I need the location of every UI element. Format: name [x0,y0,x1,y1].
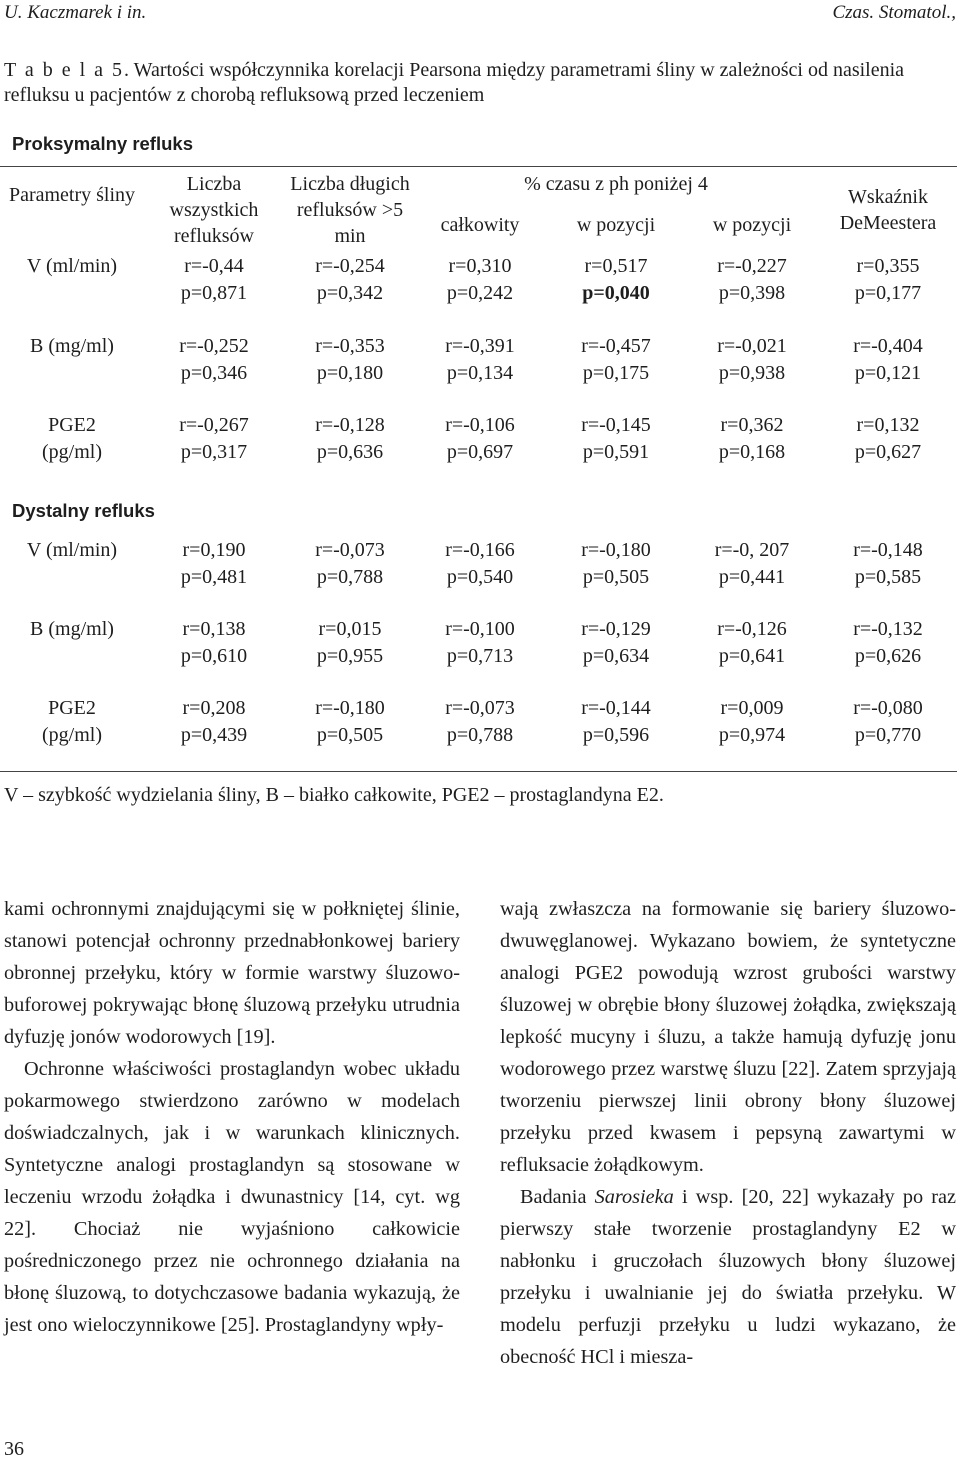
value-cell: r=-0,073 p=0,788 [315,539,385,588]
value-cell: r=-0,073 p=0,788 [445,697,515,746]
table-row [0,616,957,672]
param-label: V (ml/min) [26,539,118,561]
value-cell: r=-0,457 p=0,175 [581,335,651,384]
section-title-distal: Dystalny refluks [12,500,155,521]
header-demeester: Wskaźnik DeMeestera [839,186,937,234]
body-paragraph: Ochronne właściwości prostaglandyn wobec układu pokarmowego stwierdzono zarówno w modelach doświadczalnych, jak i w warunkach klinicznych. Syntetyczne analogi prostaglandyn są stosowane w leczeniu wrzodu żołądka i dwunastnicy [14, cyt. wg 22]. Chociaż nie wyjaśniono całkowicie pośredniczonego przez nie ochronnego działania na błonę śluzową, to dotychczasowe badania wykazują, że jest ono wieloczynnikowe [25]. Prostaglandyny wpły- [4,1058,460,1336]
value-cell: r=-0,021 p=0,938 [717,335,787,384]
value-cell: r=-0,100 p=0,713 [445,618,515,667]
section-title-proximal: Proksymalny refluks [12,133,193,154]
table-row [0,695,957,751]
value-cell: r=-0,106 p=0,697 [445,414,515,463]
page-number: 36 [4,1438,24,1460]
value-cell: r=0,138 p=0,610 [180,618,248,667]
value-cell: r=-0,128 p=0,636 [315,414,385,463]
param-label: V (ml/min) [26,255,118,277]
value-cell: r=-0,44 p=0,871 [180,255,248,304]
value-cell: r=-0,132 p=0,626 [853,618,923,667]
value-cell: r=-0,254 p=0,342 [315,255,385,304]
value-cell: r=-0,267 p=0,317 [179,414,249,463]
value-cell: r=-0, 207 p=0,441 [714,539,790,588]
running-head-authors: U. Kaczmarek i in. [4,2,147,23]
body-paragraph: kami ochronnymi znajdującymi się w połkniętej ślinie, stanowi potencjał ochronny przednabłonkowej bariery obronnej przełyku, który w formie warstwy śluzowo-buforowej pokrywając błonę śluzową przełyku utrudnia dyfuzję jonów wodorowych [19]. [4,898,460,1048]
table-footnote: V – szybkość wydzielania śliny, B – białko całkowite, PGE2 – prostaglandyna E2. [4,784,664,806]
value-cell: r=0,009 p=0,974 [718,697,786,746]
body-column-left [4,893,460,1341]
header-position-1: w pozycji [576,214,656,236]
value-cell: r=-0,391 p=0,134 [445,335,515,384]
value-cell: r=0,310 p=0,242 [446,255,514,304]
table-caption [4,58,956,108]
running-head [4,0,956,28]
value-cell: r=0,517 p=0,040 [548,253,684,307]
table-row [0,412,957,468]
table-label: T a b e l a 5 [4,59,125,81]
significant-p-value: p=0,040 [582,282,650,304]
value-cell: r=0,355 p=0,177 [854,255,922,304]
value-cell: r=0,208 p=0,439 [180,697,248,746]
value-cell: r=-0,148 p=0,585 [853,539,923,588]
table-top-rule [0,166,957,167]
running-head-journal: Czas. Stomatol., [832,2,956,23]
value-cell: r=-0,180 p=0,505 [315,697,385,746]
header-long-refluxes: Liczba długich refluksów >5 min [290,173,410,247]
value-cell: r=0,190 p=0,481 [180,539,248,588]
table-caption-text: . Wartości współczynnika korelacji Pearsona między parametrami śliny w zależności od nasilenia refluksu u pacjentów z chorobą refluksową przed leczeniem [4,59,905,106]
value-cell: r=0,362 p=0,168 [718,414,786,463]
header-ph-group: % czasu z ph poniżej 4 [524,173,708,195]
value-cell: r=-0,180 p=0,505 [581,539,651,588]
body-paragraph: wają zwłaszcza na formowanie się bariery śluzowo-dwuwęglanowej. Wykazano bowiem, że syntetyczne analogi PGE2 powodują wzrost grubości warstwy śluzowej w obrębie błony śluzowej żołądka, zwiększają lepkość mucyny i śluzu, a także hamują dyfuzję jonu wodorowego przez warstwę śluzu [22]. Zatem sprzyjają tworzeniu pierwszej linii obrony błony śluzowej przełyku przed kwasem i pepsyną zawartymi w refluksacie żołądkowym. [500,898,956,1176]
value-cell: r=-0,227 p=0,398 [717,255,787,304]
param-label: B (mg/ml) [30,335,114,357]
value-cell: r=-0,404 p=0,121 [853,335,923,384]
table-bottom-rule [0,771,957,772]
value-cell: r=-0,126 p=0,641 [717,618,787,667]
value-cell: r=-0,145 p=0,591 [581,414,651,463]
param-label: PGE2 (pg/ml) [42,697,102,746]
body-column-right [500,893,956,1373]
param-label: PGE2 (pg/ml) [42,414,102,463]
header-position-2: w pozycji [712,214,792,236]
body-paragraph: Badania Sarosieka i wsp. [20, 22] wykazały po raz pierwszy stałe tworzenie prostaglandyny E2 w nabłonku i gruczołach śluzowych błony śluzowej przełyku i uwalnianie jej do światła przełyku. W modelu perfuzji przełyku u ludzi wykazano, że obecność HCl i miesza- [500,1186,956,1368]
value-cell: r=0,132 p=0,627 [854,414,922,463]
value-cell: r=-0,353 p=0,180 [315,335,385,384]
value-cell: r=-0,080 p=0,770 [853,697,923,746]
header-all-refluxes: Liczba wszystkich refluksów [169,173,259,247]
value-cell: r=-0,144 p=0,596 [581,697,651,746]
value-cell: r=-0,166 p=0,540 [445,539,515,588]
table-row [0,253,957,309]
header-total: całkowity [440,214,520,236]
value-cell: r=-0,129 p=0,634 [581,618,651,667]
header-param: Parametry śliny [8,184,136,206]
table-row [0,333,957,389]
table-row [0,537,957,593]
value-cell: r=0,015 p=0,955 [316,618,384,667]
value-cell: r=-0,252 p=0,346 [179,335,249,384]
param-label: B (mg/ml) [30,618,114,640]
author-name: Sarosieka [594,1186,674,1208]
